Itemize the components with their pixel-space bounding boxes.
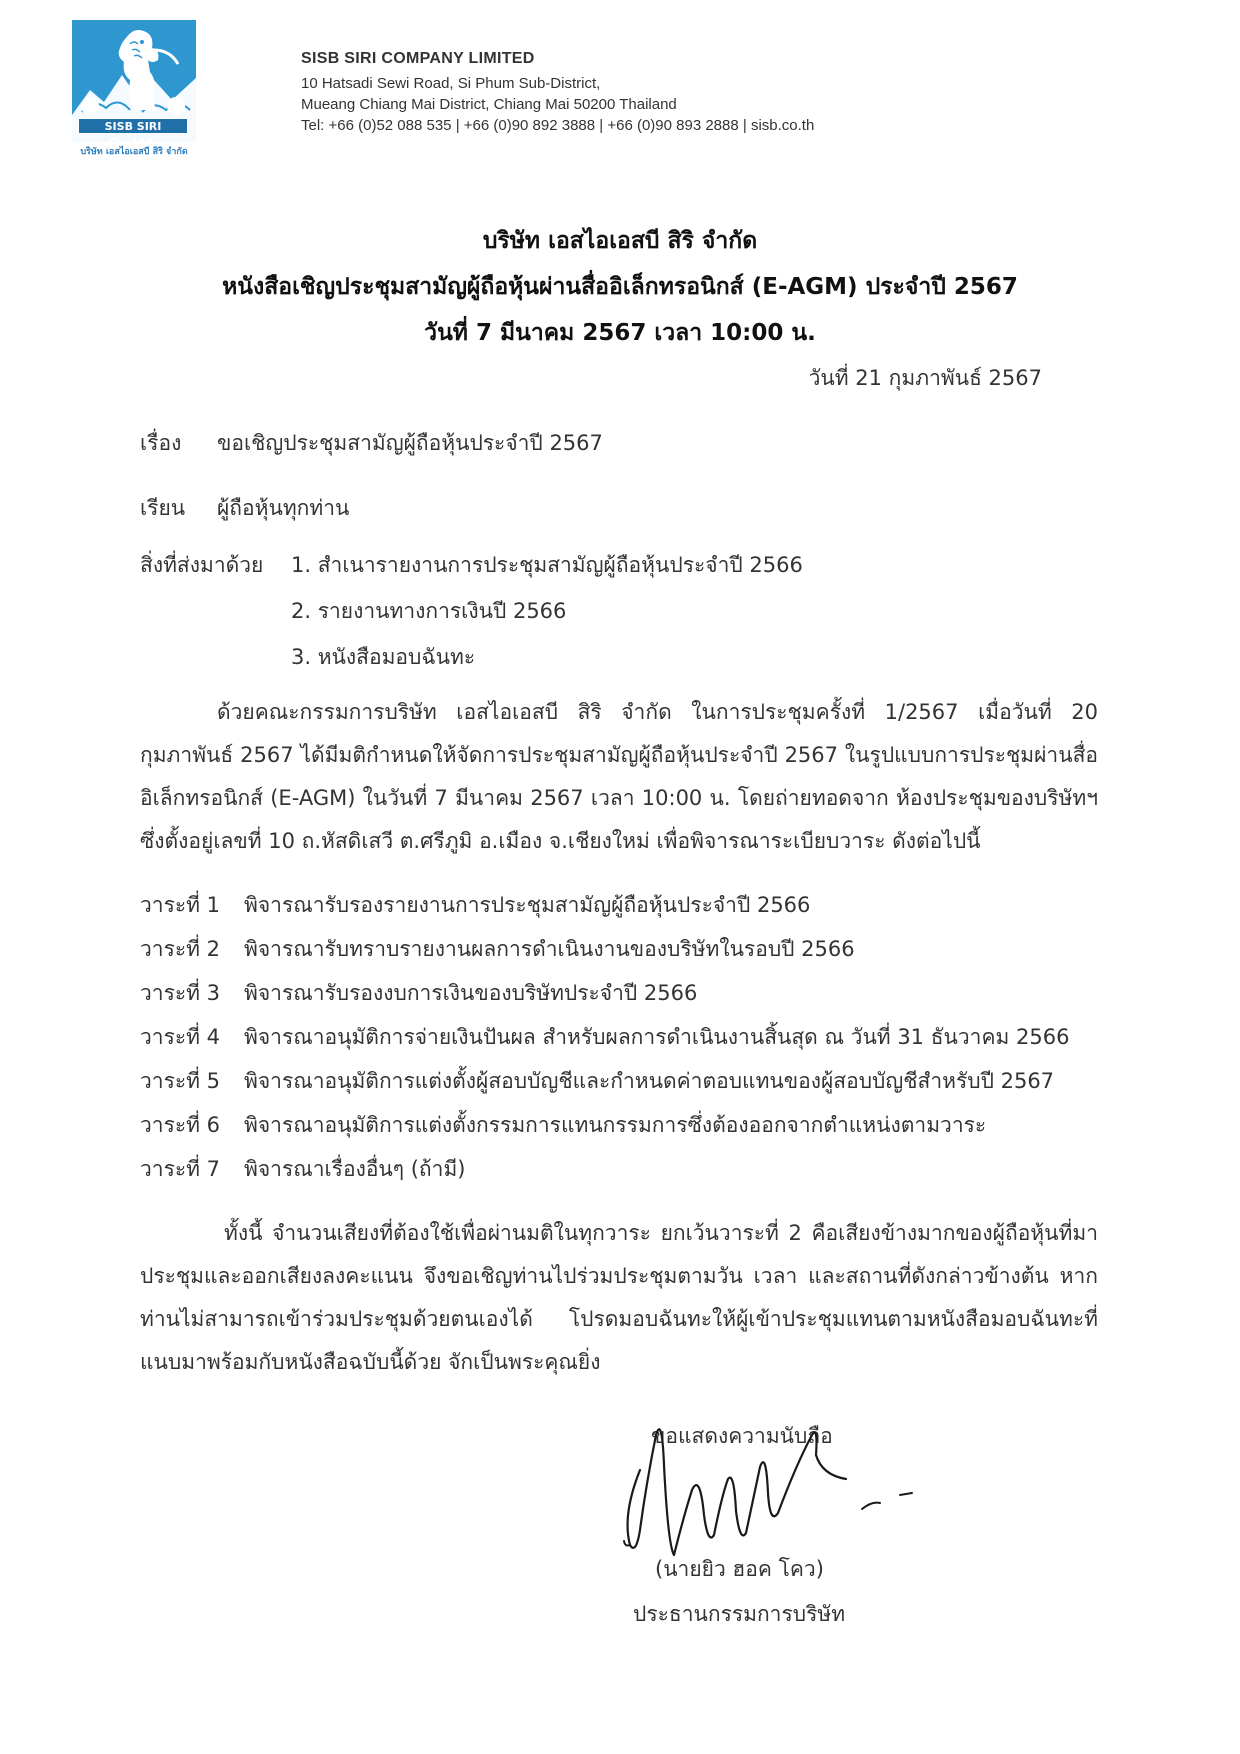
letterhead-address-2: Mueang Chiang Mai District, Chiang Mai 50200 Thailand	[301, 96, 677, 113]
agenda-item: พิจารณาเรื่องอื่นๆ (ถ้ามี)	[244, 1157, 466, 1181]
handwritten-signature	[600, 1395, 960, 1570]
agenda-number: วาระที่ 1	[140, 893, 221, 917]
complimentary-close: ขอแสดงความนับถือ	[651, 1424, 833, 1448]
agenda-item: พิจารณาอนุมัติการแต่งตั้งผู้สอบบัญชีและกำหนดค่าตอบแทนของผู้สอบบัญชีสำหรับปี 2567	[244, 1069, 1055, 1093]
agenda-number: วาระที่ 7	[140, 1157, 221, 1181]
agenda-number: วาระที่ 6	[140, 1113, 221, 1137]
enclosure-item: 2. รายงานทางการเงินปี 2566	[291, 599, 567, 623]
document-title-company: บริษัท เอสไอเอสบี สิริ จำกัด	[482, 228, 758, 254]
logo-plate: SISB SIRI Co.,Ltd.	[78, 118, 188, 134]
signer-name: (นายยิว ฮอค โคว)	[655, 1557, 824, 1581]
letter-date: วันที่ 21 กุมภาพันธ์ 2567	[808, 366, 1042, 390]
agenda-number: วาระที่ 2	[140, 937, 221, 961]
addressee-text: ผู้ถือหุ้นทุกท่าน	[217, 496, 350, 520]
agenda-item: พิจารณารับรองงบการเงินของบริษัทประจำปี 2566	[244, 981, 698, 1005]
enclosures-label: สิ่งที่ส่งมาด้วย	[140, 553, 264, 577]
enclosure-item: 3. หนังสือมอบฉันทะ	[291, 645, 476, 669]
letterhead-company: SISB SIRI COMPANY LIMITED	[301, 50, 535, 67]
letterhead-address-1: 10 Hatsadi Sewi Road, Si Phum Sub-District,	[301, 75, 601, 92]
document-title-meeting-date: วันที่ 7 มีนาคม 2567 เวลา 10:00 น.	[424, 320, 816, 346]
logo-emblem	[72, 20, 196, 149]
logo-caption: บริษัท เอสไอเอสบี สิริ จำกัด	[80, 147, 188, 157]
letterhead-contact: Tel: +66 (0)52 088 535 | +66 (0)90 892 3888 | +66 (0)90 893 2888 | sisb.co.th	[301, 117, 815, 134]
company-logo	[72, 20, 196, 155]
agenda-item: พิจารณารับรองรายงานการประชุมสามัญผู้ถือหุ้นประจำปี 2566	[244, 893, 811, 917]
addressee-label: เรียน	[140, 496, 186, 520]
subject-text: ขอเชิญประชุมสามัญผู้ถือหุ้นประจำปี 2567	[217, 431, 603, 455]
signer-title: ประธานกรรมการบริษัท	[633, 1602, 846, 1626]
agenda-item: พิจารณาอนุมัติการแต่งตั้งกรรมการแทนกรรมการซึ่งต้องออกจากตำแหน่งตามวาระ	[244, 1113, 987, 1137]
subject-label: เรื่อง	[140, 431, 182, 455]
agenda-number: วาระที่ 4	[140, 1025, 221, 1049]
document-title-invitation: หนังสือเชิญประชุมสามัญผู้ถือหุ้นผ่านสื่ออิเล็กทรอนิกส์ (E-AGM) ประจำปี 2567	[222, 274, 1018, 300]
closing-paragraph: ทั้งนี้ จำนวนเสียงที่ต้องใช้เพื่อผ่านมติในทุกวาระ ยกเว้นวาระที่ 2 คือเสียงข้างมากของผู้ถือหุ้นที่มาประชุมและออกเสียงลงคะแนน จึงขอเชิญท่านไปร่วมประชุมตามวัน เวลา และสถานที่ดังกล่าวข้างต้น หากท่านไม่สามารถเข้าร่วมประชุมด้วยตนเองได้ โปรดมอบฉันทะให้ผู้เข้าประชุมแทนตามหนังสือมอบฉันทะที่แนบมาพร้อมกับหนังสือฉบับนี้ด้วย จักเป็นพระคุณยิ่ง	[140, 1221, 1098, 1374]
agenda-item: พิจารณาอนุมัติการจ่ายเงินปันผล สำหรับผลการดำเนินงานสิ้นสุด ณ วันที่ 31 ธันวาคม 2566	[244, 1025, 1070, 1049]
letterhead	[301, 50, 814, 136]
agenda-number: วาระที่ 5	[140, 1069, 221, 1093]
agenda-item: พิจารณารับทราบรายงานผลการดำเนินงานของบริษัทในรอบปี 2566	[244, 937, 855, 961]
agenda-number: วาระที่ 3	[140, 981, 221, 1005]
intro-paragraph: ด้วยคณะกรรมการบริษัท เอสไอเอสบี สิริ จำกัด ในการประชุมครั้งที่ 1/2567 เมื่อวันที่ 20 กุมภาพันธ์ 2567 ได้มีมติกำหนดให้จัดการประชุมสามัญผู้ถือหุ้นประจำปี 2567 ในรูปแบบการประชุมผ่านสื่ออิเล็กทรอนิกส์ (E-AGM) ในวันที่ 7 มีนาคม 2567 เวลา 10:00 น. โดยถ่ายทอดจาก ห้องประชุมของบริษัทฯ ซึ่งตั้งอยู่เลขที่ 10 ถ.หัสดิเสวี ต.ศรีภูมิ อ.เมือง จ.เชียงใหม่ เพื่อพิจารณาระเบียบวาระ ดังต่อไปนี้	[140, 700, 1098, 853]
enclosure-item: 1. สำเนารายงานการประชุมสามัญผู้ถือหุ้นประจำปี 2566	[291, 553, 803, 577]
